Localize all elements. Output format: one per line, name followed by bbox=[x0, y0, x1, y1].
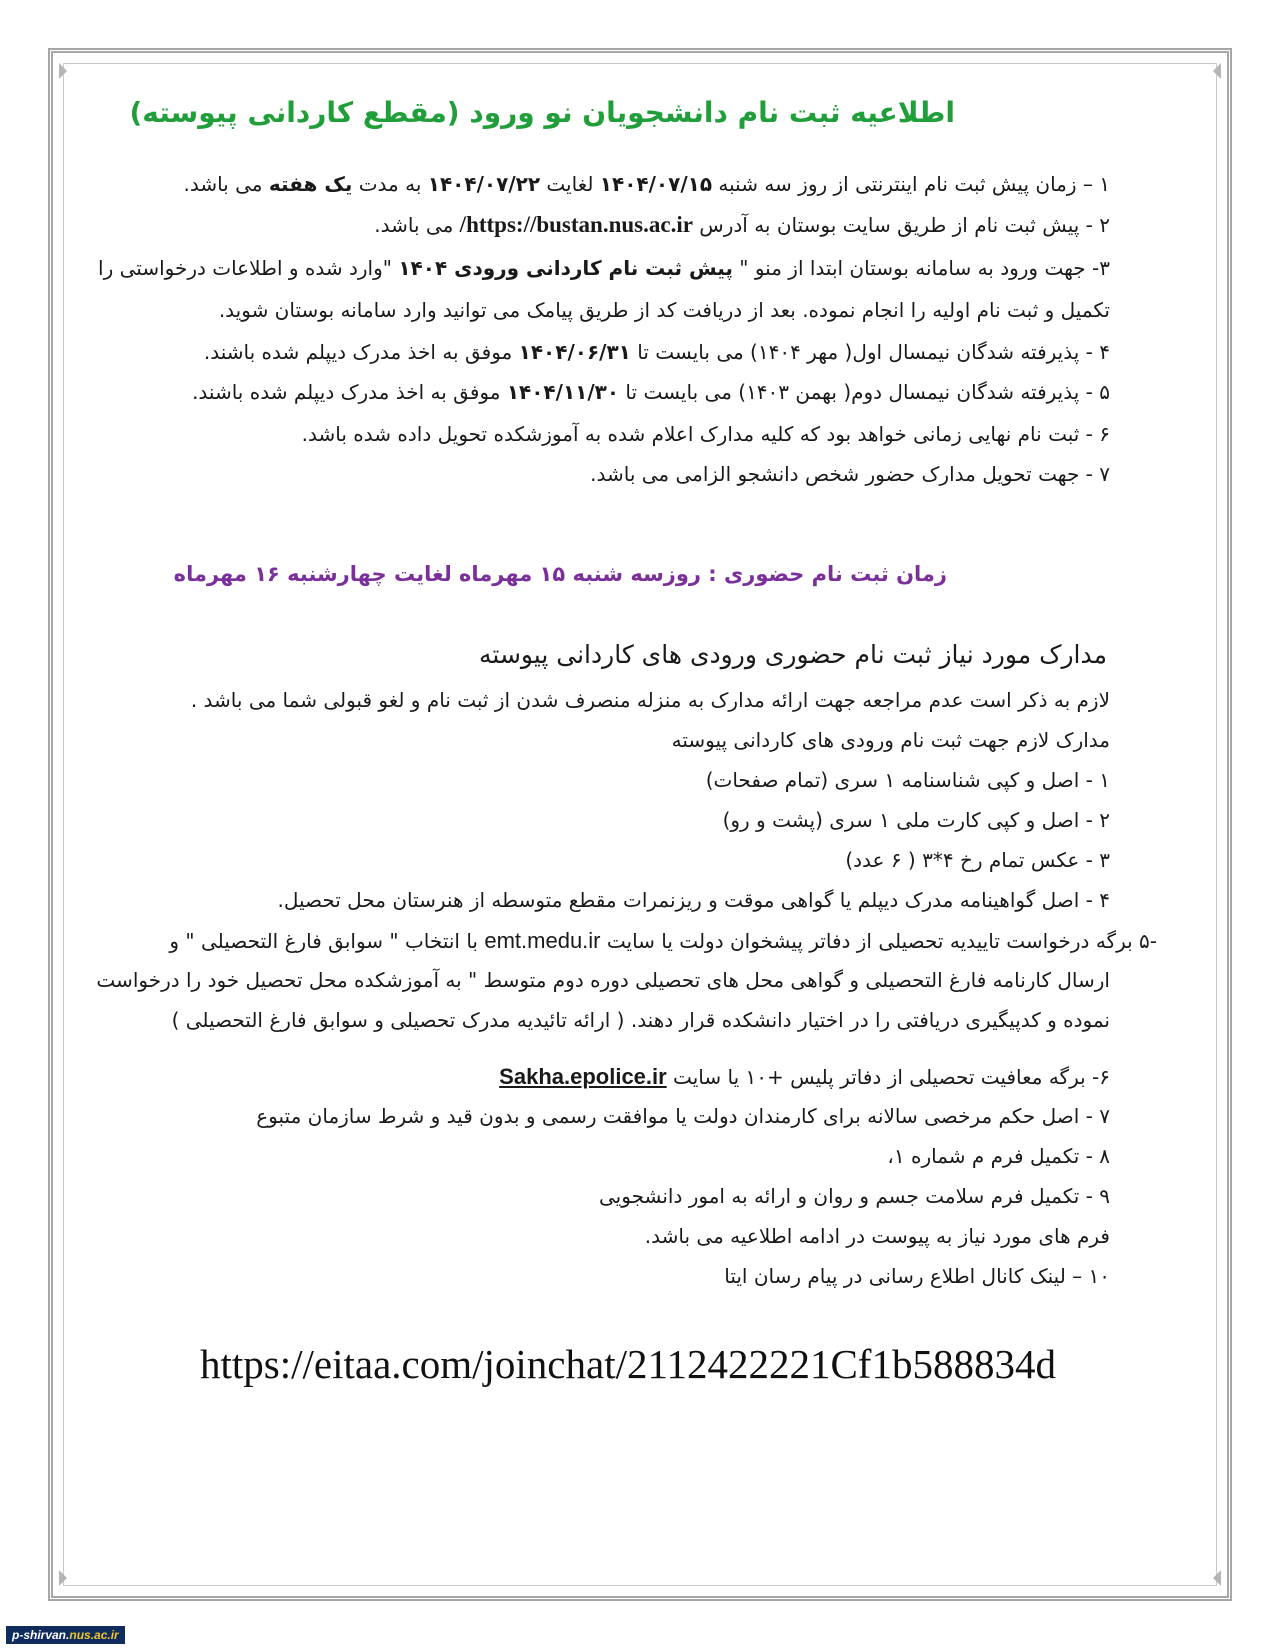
document-2: ۲ - اصل و کپی کارت ملی ۱ سری (پشت و رو) bbox=[722, 808, 1110, 832]
sakha-site-link[interactable]: Sakha.epolice.ir bbox=[499, 1064, 667, 1089]
item-4: ۴ - پذیرفته شدگان نیمسال اول( مهر ۱۴۰۴) می بایست تا ۱۴۰۴/۰۶/۳۱ موفق به اخذ مدرک دیپلم شده باشند. bbox=[203, 340, 1110, 364]
document-4: ۴ - اصل گواهینامه مدرک دیپلم یا گواهی موقت و ریزنمرات مقطع متوسطه از هنرستان محل تحصیل. bbox=[277, 888, 1110, 912]
eitaa-channel-link[interactable]: https://eitaa.com/joinchat/2112422221Cf1b588834d bbox=[200, 1341, 1056, 1387]
frame-corner-ornament bbox=[59, 63, 67, 79]
document-6: ۶- برگه معافیت تحصیلی از دفاتر پلیس +۱۰ یا سایت Sakha.epolice.ir bbox=[499, 1064, 1110, 1089]
forms-note: فرم های مورد نیاز به پیوست در ادامه اطلاعیه می باشد. bbox=[644, 1224, 1110, 1248]
item-2: ۲ - پیش ثبت نام از طریق سایت بوستان به آدرس https://bustan.nus.ac.ir/ می باشد. bbox=[374, 212, 1110, 237]
document-1: ۱ - اصل و کپی شناسنامه ۱ سری (تمام صفحات) bbox=[705, 768, 1110, 792]
document-8: ۸ - تکمیل فرم م شماره ۱، bbox=[887, 1144, 1110, 1168]
page-title: اطلاعیه ثبت نام دانشجویان نو ورود (مقطع کاردانی پیوسته) bbox=[129, 96, 955, 129]
document-5-line-3: نموده و کدپیگیری دریافتی را در اختیار دانشکده قرار دهند. ( ارائه تائیدیه مدرک تحصیلی و سوابق فارغ التحصیلی ) bbox=[171, 1008, 1110, 1032]
item-1: ۱ – زمان پیش ثبت نام اینترنتی از روز سه شنبه ۱۴۰۴/۰۷/۱۵ لغایت ۱۴۰۴/۰۷/۲۲ به مدت یک هفته می باشد. bbox=[183, 172, 1110, 196]
bustan-link[interactable]: https://bustan.nus.ac.ir/ bbox=[459, 212, 693, 237]
documents-intro: مدارک لازم جهت ثبت نام ورودی های کاردانی پیوسته bbox=[671, 728, 1110, 752]
item-5: ۵ - پذیرفته شدگان نیمسال دوم( بهمن ۱۴۰۳) می بایست تا ۱۴۰۴/۱۱/۳۰ موفق به اخذ مدرک دیپلم شده باشند. bbox=[192, 380, 1110, 404]
emt-site-link[interactable]: emt.medu.ir bbox=[484, 928, 601, 953]
document-7: ۷ - اصل حکم مرخصی سالانه برای کارمندان دولت یا موافقت رسمی و بدون قید و شرط سازمان متبوع bbox=[256, 1104, 1110, 1128]
document-5-line-2: ارسال کارنامه فارغ التحصیلی و گواهی محل های تحصیلی دوره دوم متوسط " به آموزشکده محل تحصیل خود را درخواست bbox=[96, 968, 1110, 992]
document-10: ۱۰ – لینک کانال اطلاع رسانی در پیام رسان ایتا bbox=[724, 1264, 1110, 1288]
item-3: ۳- جهت ورود به سامانه بوستان ابتدا از منو " پیش ثبت نام کاردانی ورودی ۱۴۰۴ "وارد شده و اطلاعات درخواستی را bbox=[98, 256, 1110, 280]
documents-note: لازم به ذکر است عدم مراجعه جهت ارائه مدارک به منزله منصرف شدن از ثبت نام و لغو قبولی شما می باشد . bbox=[190, 688, 1110, 712]
frame-corner-ornament bbox=[59, 1570, 67, 1586]
frame-corner-ornament bbox=[1213, 1570, 1221, 1586]
item-7: ۷ - جهت تحویل مدارک حضور شخص دانشجو الزامی می باشد. bbox=[590, 462, 1110, 486]
document-5: -۵ برگه درخواست تاییدیه تحصیلی از دفاتر پیشخوان دولت یا سایت emt.medu.ir با انتخاب " سوابق فارغ التحصیلی " و bbox=[169, 928, 1157, 953]
document-3: ۳ - عکس تمام رخ ۴*۳ ( ۶ عدد) bbox=[845, 848, 1110, 872]
documents-heading: مدارک مورد نیاز ثبت نام حضوری ورودی های کاردانی پیوسته bbox=[479, 640, 1107, 669]
item-6: ۶ - ثبت نام نهایی زمانی خواهد بود که کلیه مدارک اعلام شده به آموزشکده تحویل داده شده باشد. bbox=[301, 422, 1110, 446]
frame-corner-ornament bbox=[1213, 63, 1221, 79]
site-watermark: p-shirvan.nus.ac.ir bbox=[6, 1626, 125, 1644]
in-person-registration-time: زمان ثبت نام حضوری : روزسه شنبه ۱۵ مهرماه لغایت چهارشنبه ۱۶ مهرماه bbox=[173, 562, 947, 586]
item-3-line-2: تکمیل و ثبت نام اولیه را انجام نموده. بعد از دریافت کد از طریق پیامک می توانید وارد سامانه بوستان شوید. bbox=[218, 298, 1110, 322]
document-9: ۹ - تکمیل فرم سلامت جسم و روان و ارائه به امور دانشجویی bbox=[599, 1184, 1110, 1208]
